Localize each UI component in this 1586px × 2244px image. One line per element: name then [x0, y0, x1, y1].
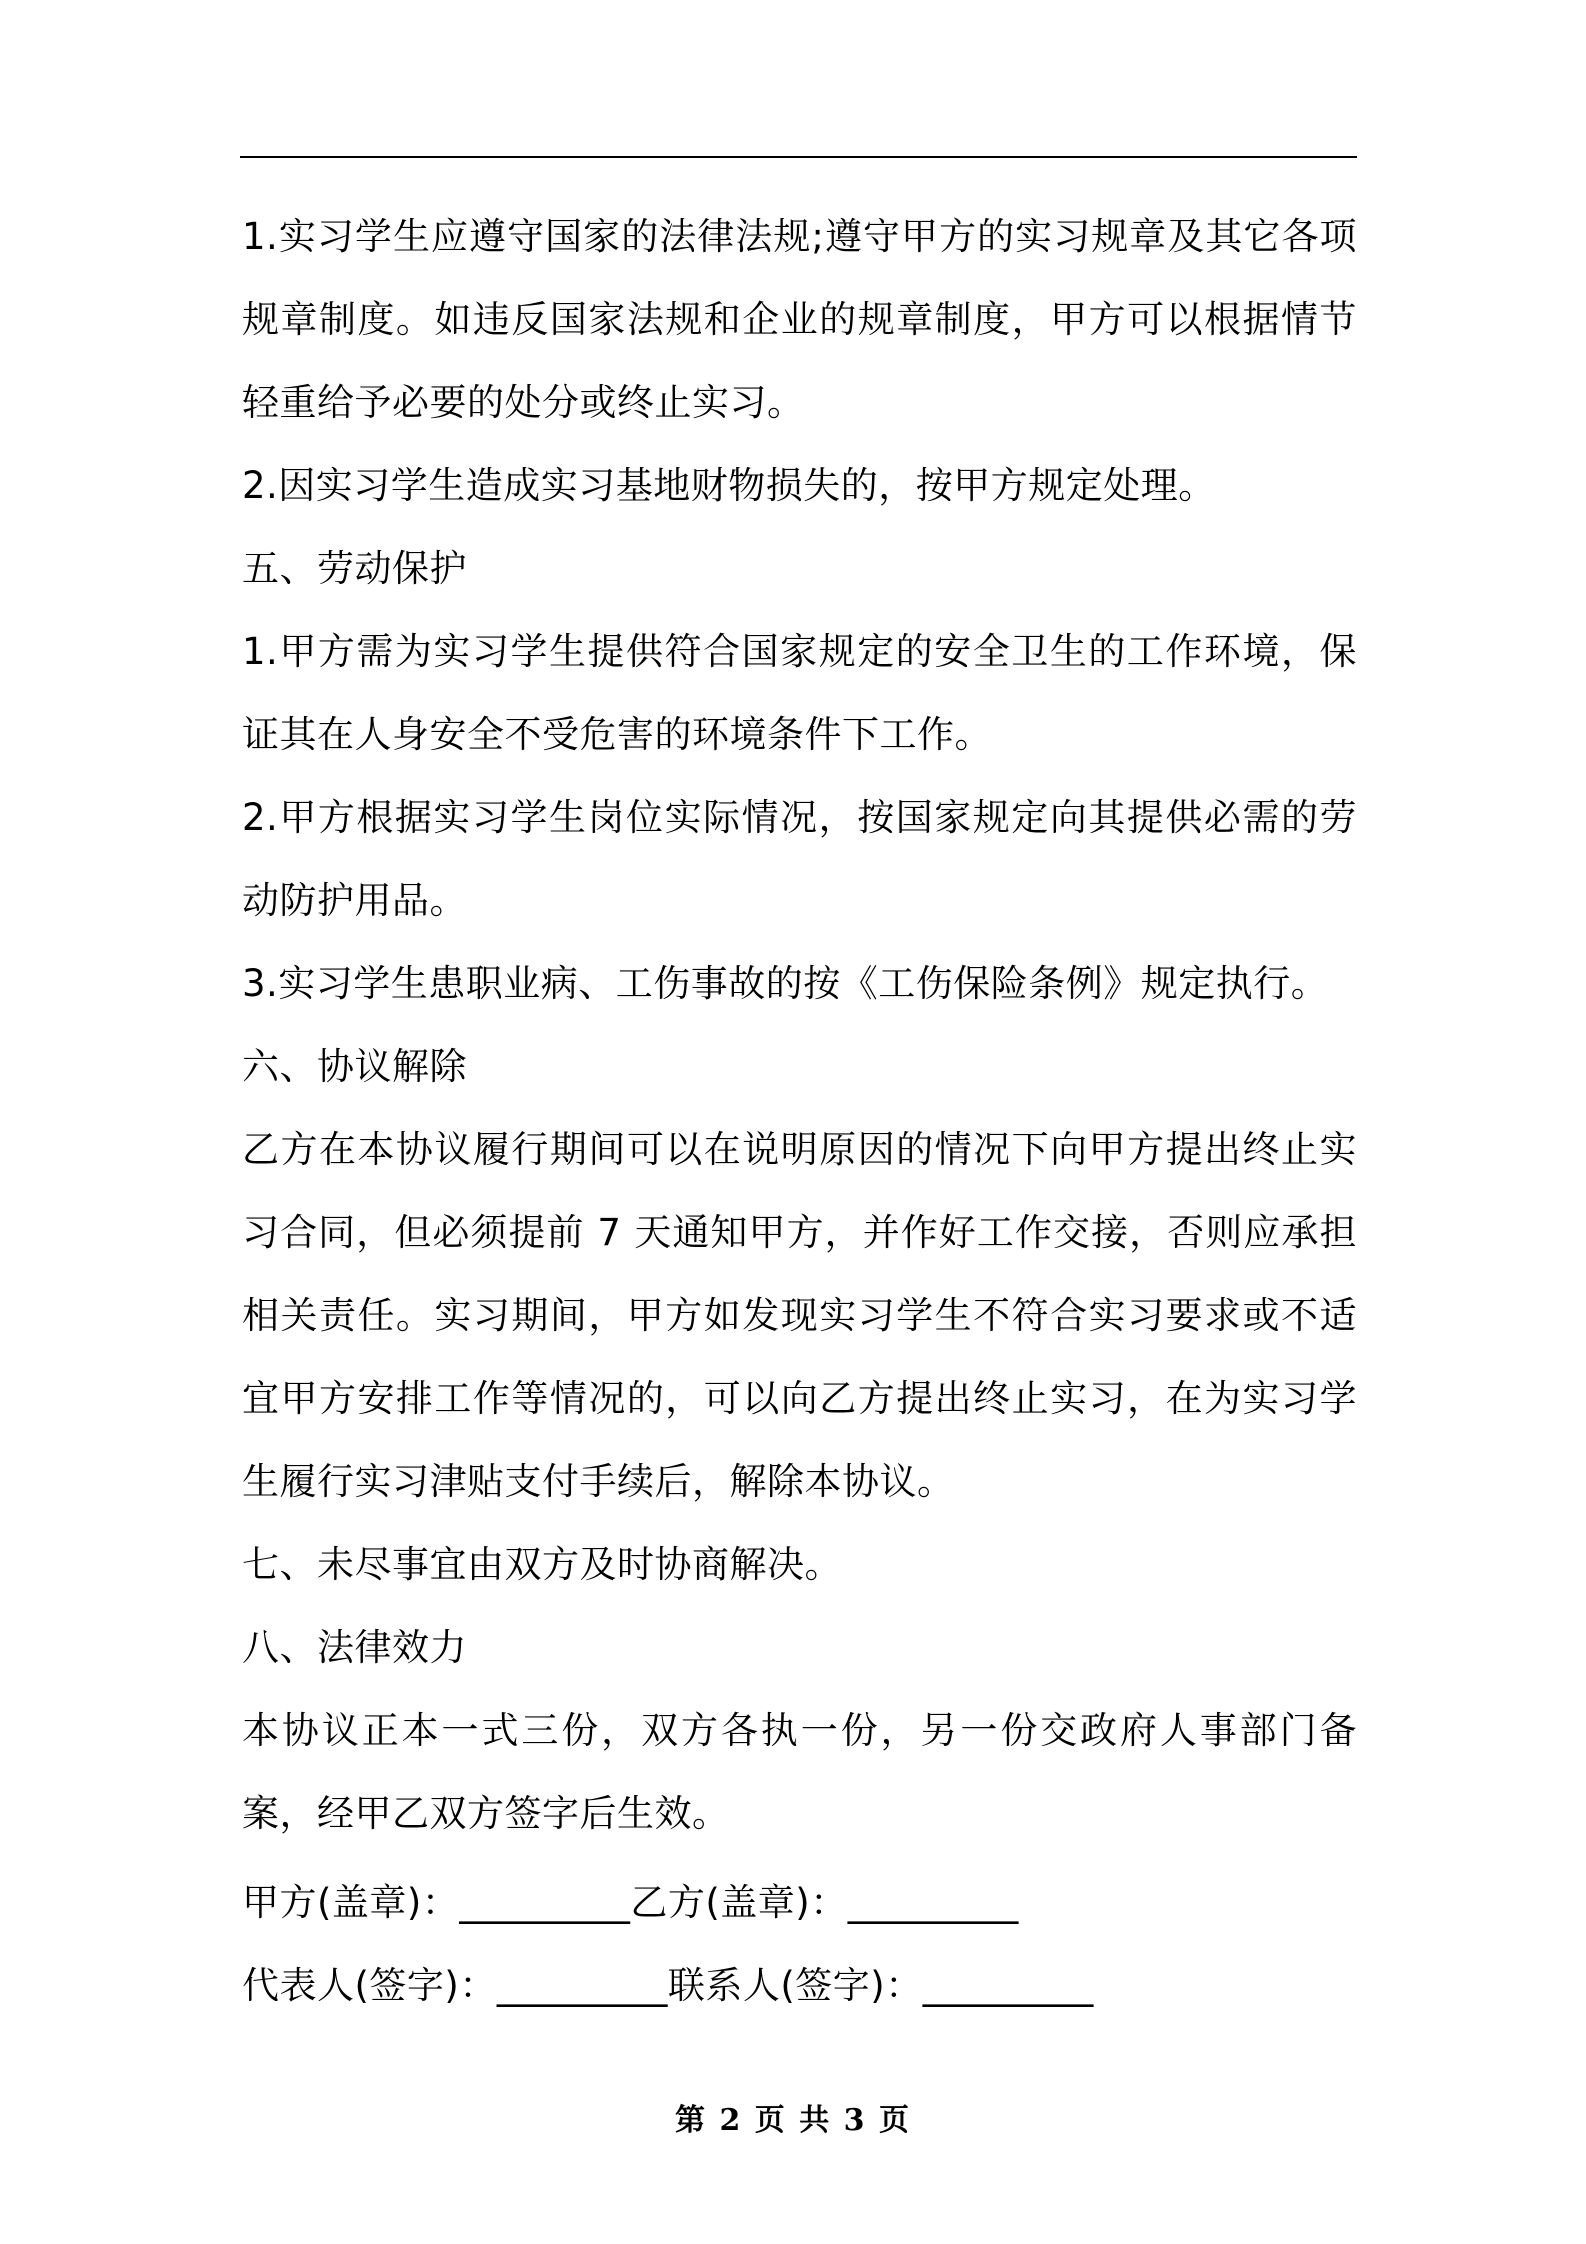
section-heading-termination: 六、协议解除: [242, 1045, 467, 1088]
header-rule: [240, 156, 1357, 158]
clause-legal-effect: 本协议正本一式三份，双方各执一份，另一份交政府人事部门备案，经甲乙双方签字后生效。: [242, 1709, 1357, 1835]
clause-termination: 乙方在本协议履行期间可以在说明原因的情况下向甲方提出终止实习合同，但必须提前 7 天通知甲方，并作好工作交接，否则应承担相关责任。实习期间，甲方如发现实习学生不符合实习要求或不适宜甲方安排工作等情况的，可以向乙方提出终止实习，在为实习学生履行实习津贴支付手续后，解除本协议。: [242, 1128, 1357, 1503]
clause-discipline: 1.实习学生应遵守国家的法律法规;遵守甲方的实习规章及其它各项规章制度。如违反国家法规和企业的规章制度，甲方可以根据情节轻重给予必要的处分或终止实习。: [242, 215, 1357, 424]
clause-property-loss: 2.因实习学生造成实习基地财物损失的，按甲方规定处理。: [242, 464, 1216, 507]
clause-work-environment: 1.甲方需为实习学生提供符合国家规定的安全卫生的工作环境，保证其在人身安全不受危害的环境条件下工作。: [242, 630, 1357, 756]
clause-unresolved-matters: 七、未尽事宜由双方及时协商解决。: [242, 1543, 842, 1586]
section-heading-legal-effect: 八、法律效力: [242, 1626, 467, 1669]
document-body: [242, 195, 1357, 2027]
clause-protective-equipment: 2.甲方根据实习学生岗位实际情况，按国家规定向其提供必需的劳动防护用品。: [242, 796, 1357, 922]
clause-occupational-injury: 3.实习学生患职业病、工伤事故的按《工伤保险条例》规定执行。: [242, 962, 1329, 1005]
page-number: 第 2 页 共 3 页: [675, 2103, 911, 2138]
signature-row-parties: 甲方(盖章)：_________乙方(盖章)：_________: [242, 1881, 1019, 1924]
section-heading-labor-protection: 五、劳动保护: [242, 547, 467, 590]
signature-row-representatives: 代表人(签字)：_________联系人(签字)：_________: [242, 1964, 1094, 2007]
